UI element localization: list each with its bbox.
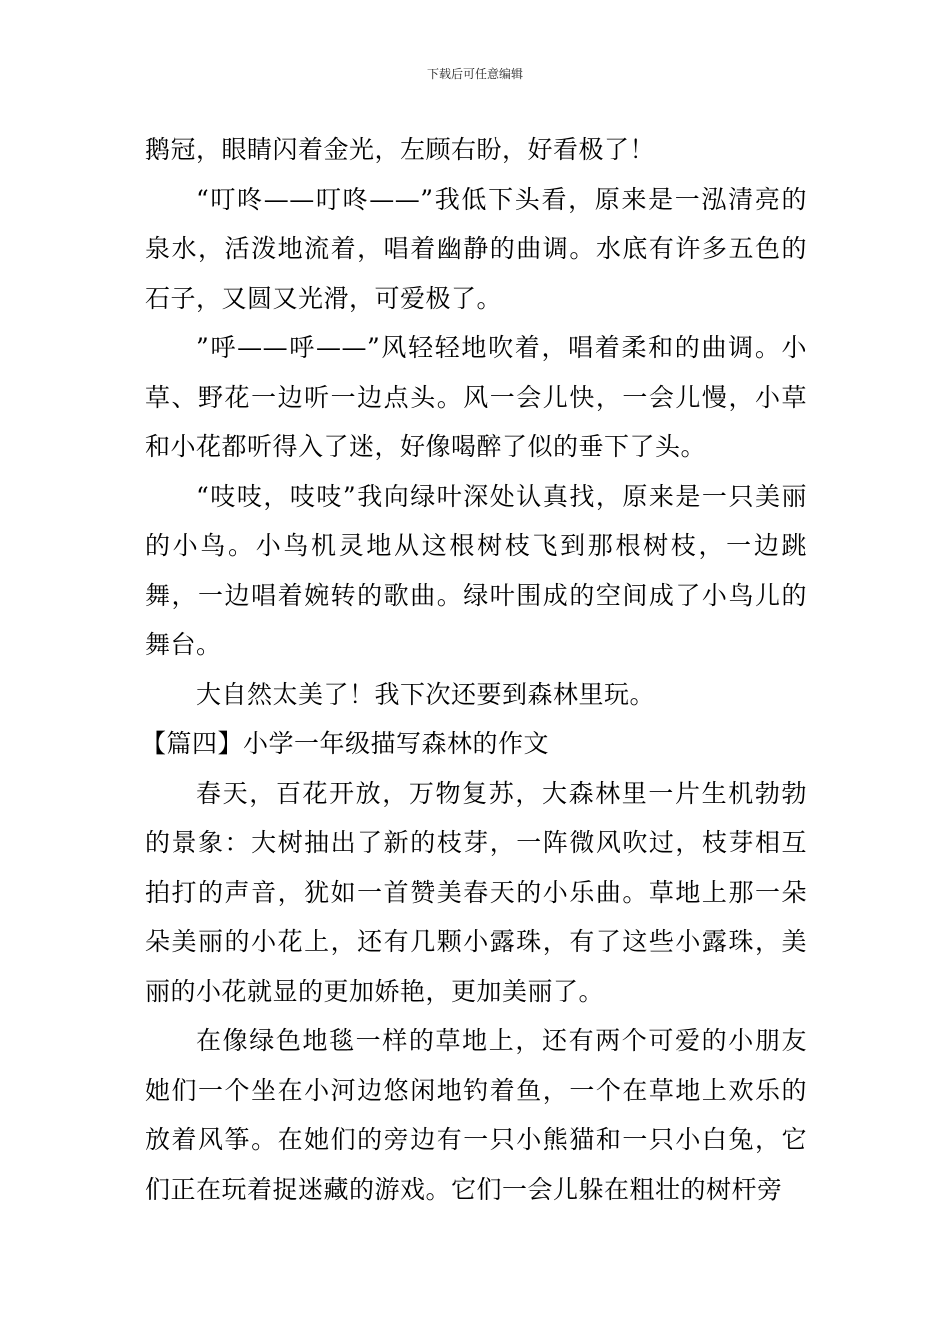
- paragraph: ”呼——呼——”风轻轻地吹着，唱着柔和的曲调。小草、野花一边听一边点头。风一会儿快，一会儿慢，小草和小花都听得入了迷，好像喝醉了似的垂下了头。: [145, 333, 807, 461]
- paragraph: 大自然太美了！我下次还要到森林里玩。: [196, 679, 656, 709]
- paragraph: 鹅冠，眼睛闪着金光，左顾右盼，好看极了！: [145, 135, 656, 164]
- section-heading: 【篇四】小学一年级描写森林的作文: [141, 729, 550, 758]
- paragraph: 春天，百花开放，万物复苏，大森林里一片生机勃勃的景象：大树抽出了新的枝芽，一阵微风吹过，枝芽相互拍打的声音，犹如一首赞美春天的小乐曲。草地上那一朵朵美丽的小花上，还有几颗小露珠，有了这些小露珠，美丽的小花就显的更加娇艳，更加美丽了。: [145, 778, 807, 1006]
- page-header: 下载后可任意编辑: [426, 67, 523, 81]
- paragraph: 在像绿色地毯一样的草地上，还有两个可爱的小朋友她们一个坐在小河边悠闲地钓着鱼，一个在草地上欢乐的放着风筝。在她们的旁边有一只小熊猫和一只小白兔，它们正在玩着捉迷藏的游戏。它们一会儿躲在粗壮的树杆旁: [145, 1026, 807, 1204]
- paragraph: “叮咚——叮咚——”我低下头看，原来是一泓清亮的泉水，活泼地流着，唱着幽静的曲调。水底有许多五色的石子，又圆又光滑，可爱极了。: [145, 184, 807, 313]
- document-body: [141, 125, 807, 1214]
- paragraph: “吱吱，吱吱”我向绿叶深处认真找，原来是一只美丽的小鸟。小鸟机灵地从这根树枝飞到那根树枝，一边跳舞，一边唱着婉转的歌曲。绿叶围成的空间成了小鸟儿的舞台。: [145, 481, 807, 659]
